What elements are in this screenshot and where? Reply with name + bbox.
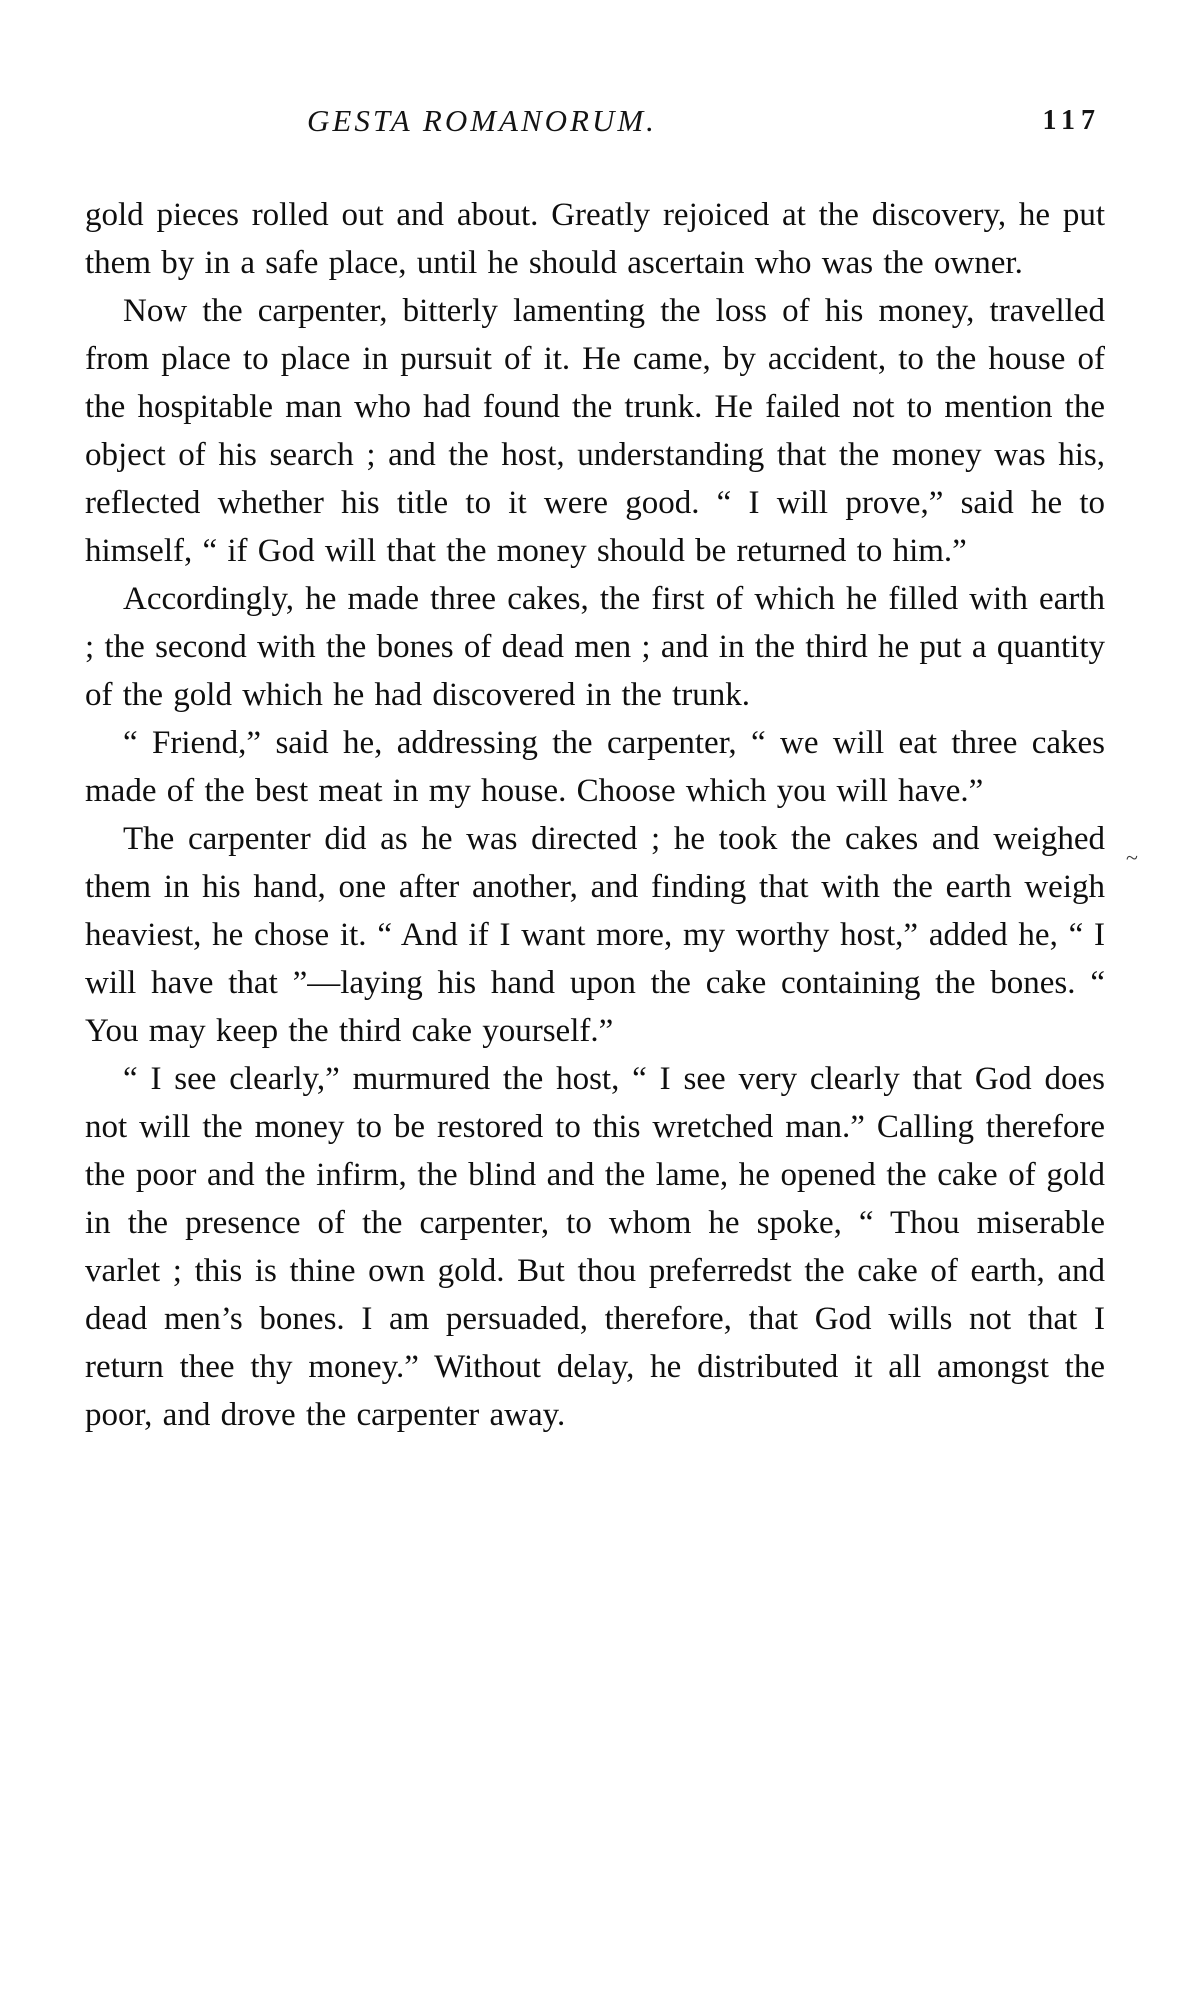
paragraph: “ I see clearly,” murmured the host, “ I see very clearly that God does not will the money to be restored to this wretched man.” Calling therefore the poor and the infirm, the blind and the lame, he opened the cake of gold in the presence of the carpenter, to whom he spoke, “ Thou miserable varlet ; this is thine own gold. But thou preferredst the cake of earth, and dead men’s bones. I am persuaded, therefore, that God wills not that I return thee thy money.” Without delay, he distributed it all amongst the poor, and drove the carpenter away. [85,1061,1105,1433]
paragraph: “ Friend,” said he, addressing the carpenter, “ we will eat three cakes made of the best meat in my house. Choose which you will have.” [85,725,1105,809]
scan-artifact-mark: ~ [1126,845,1138,870]
page-body [85,191,1105,1439]
paragraph: Now the carpenter, bitterly lamenting the loss of his money, travelled from place to place in pursuit of it. He came, by accident, to the house of the hospitable man who had found the trunk. He failed not to mention the object of his search ; and the host, understanding that the money was his, reflected whether his title to it were good. “ I will prove,” said he to himself, “ if God will that the money should be returned to him.” [85,293,1105,569]
paragraph: The carpenter did as he was directed ; he took the cakes and weighed them in his hand, one after another, and finding that with the earth weigh heaviest, he chose it. “ And if I want more, my worthy host,” added he, “ I will have that ”—laying his hand upon the cake containing the bones. “ You may keep the third cake yourself.” [85,821,1105,1049]
paragraph: gold pieces rolled out and about. Greatly rejoiced at the discovery, he put them by in a safe place, until he should ascertain who was the owner. [85,197,1105,281]
running-title: GESTA ROMANORUM. [307,103,657,138]
page-number: 117 [1042,105,1101,136]
page-header [85,103,1105,141]
paragraph: Accordingly, he made three cakes, the first of which he filled with earth ; the second with the bones of dead men ; and in the third he put a quantity of the gold which he had discovered in the trunk. [85,581,1105,713]
